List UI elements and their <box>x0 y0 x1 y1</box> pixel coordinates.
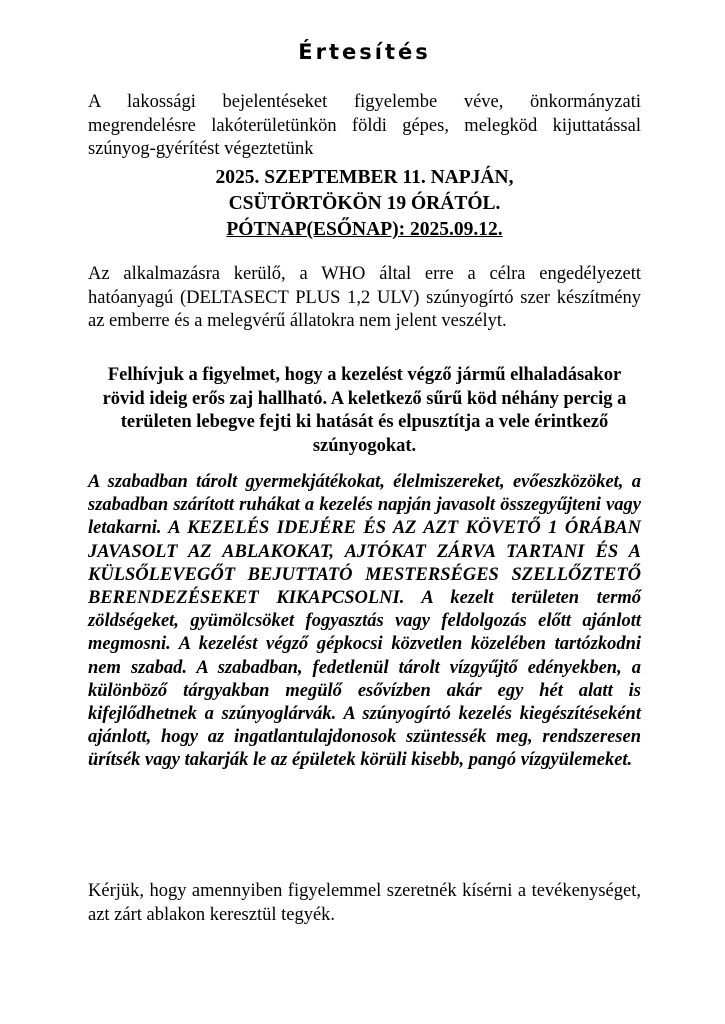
product-info-paragraph: Az alkalmazásra kerülő, a WHO által erre a célra engedélyezett hatóanyagú (DELTASECT PLUS 1,2 ULV) szúnyogírtó szer készítmény az emberre és a melegvérű állatokra nem jelent veszélyt. <box>88 264 641 331</box>
date-line: 2025. SZEPTEMBER 11. NAPJÁN, <box>215 167 514 188</box>
intro-paragraph: A lakossági bejelentéseket figyelembe véve, önkormányzati megrendelésre lakóterületünkön földi gépes, melegköd kijuttatással szúnyog-gyérítést végeztetünk <box>88 92 641 159</box>
notice-title: Értesítés <box>298 40 431 64</box>
warning-paragraph: Felhívjuk a figyelmet, hogy a kezelést végző jármű elhaladásakor rövid ideig erős zaj hallható. A keletkező sűrű köd néhány percig a területen lebegve fejti ki hatását és elpusztítja a vele érintkező szúnyogokat. <box>102 365 627 456</box>
date-block <box>88 165 641 243</box>
rain-date-line: PÓTNAP(ESŐNAP): 2025.09.12. <box>226 219 503 240</box>
advice-paragraph: A szabadban tárolt gyermekjátékokat, élelmiszereket, evőeszközöket, a szabadban szárított ruhákat a kezelés napján javasolt összegyűjteni vagy letakarni. A KEZELÉS IDEJÉRE ÉS AZ AZT KÖVETŐ 1 ÓRÁBAN JAVASOLT AZ ABLAKOKAT, AJTÓKAT ZÁRVA TARTANI ÉS A KÜLSŐLEVEGŐT BEJUTTATÓ MESTERSÉGES SZELLŐZTETŐ BERENDEZÉSEKET KIKAPCSOLNI. A kezelt területen termő zöldségeket, gyümölcsöket fogyasztás vagy feldolgozás előtt ajánlott megmosni. A kezelést végző gépkocsi közvetlen közelében tartózkodni nem szabad. A szabadban, fedetlenül tárolt vízgyűjtő edényekben, a különböző tárgyakban megülő esővízben akár egy hét alatt is kifejlődhetnek a szúnyoglárvák. A szúnyogírtó kezelés kiegészítéseként ajánlott, hogy az ingatlantulajdonosok szüntessék meg, rendszeresen ürítsék vagy takarják le az épületek körüli kisebb, pangó vízgyülemeket. <box>88 472 641 771</box>
time-line: CSÜTÖRTÖKÖN 19 ÓRÁTÓL. <box>228 193 501 214</box>
closing-paragraph: Kérjük, hogy amennyiben figyelemmel szeretnék kísérni a tevékenységet, azt zárt ablakon keresztül tegyék. <box>88 881 641 925</box>
